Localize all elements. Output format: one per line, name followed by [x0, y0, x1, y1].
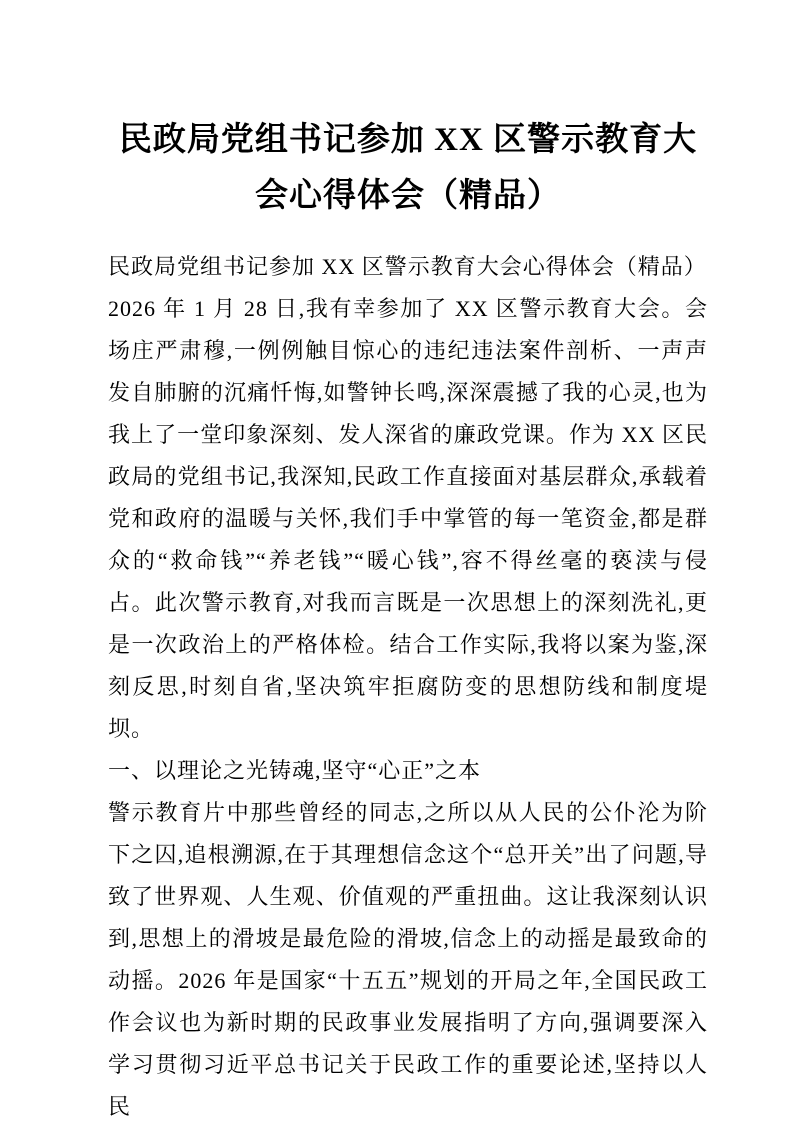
paragraph-title-line: 民政局党组书记参加 XX 区警示教育大会心得体会（精品）	[108, 254, 707, 279]
section-heading-1: 一、以理论之光铸魂,坚守“心正”之本	[108, 758, 482, 783]
document-body	[108, 246, 708, 1122]
paragraph-section-1-body: 警示教育片中那些曾经的同志,之所以从人民的公仆沦为阶下之囚,追根溯源,在于其理想信念这个“总开关”出了问题,导致了世界观、人生观、价值观的严重扭曲。这让我深刻认识到,思想上的滑坡是最危险的滑坡,信念上的动摇是最致命的动摇。2026 年是国家“十五五”规划的开局之年,全国民政工作会议也为新时期的民政事业发展指明了方向,强调要深入学习贯彻习近平总书记关于民政工作的重要论述,坚持以人民	[108, 800, 708, 1119]
paragraph-intro: 2026 年 1 月 28 日,我有幸参加了 XX 区警示教育大会。会场庄严肃穆,一例例触目惊心的违纪违法案件剖析、一声声发自肺腑的沉痛忏悔,如警钟长鸣,深深震撼了我的心灵,也为我上了一堂印象深刻、发人深省的廉政党课。作为 XX 区民政局的党组书记,我深知,民政工作直接面对基层群众,承载着党和政府的温暖与关怀,我们手中掌管的每一笔资金,都是群众的“救命钱”“养老钱”“暖心钱”,容不得丝毫的亵渎与侵占。此次警示教育,对我而言既是一次思想上的深刻洗礼,更是一次政治上的严格体检。结合工作实际,我将以案为鉴,深刻反思,时刻自省,坚决筑牢拒腐防变的思想防线和制度堤坝。	[108, 296, 708, 741]
document-title: 民政局党组书记参加 XX 区警示教育大会心得体会（精品）	[118, 122, 698, 214]
